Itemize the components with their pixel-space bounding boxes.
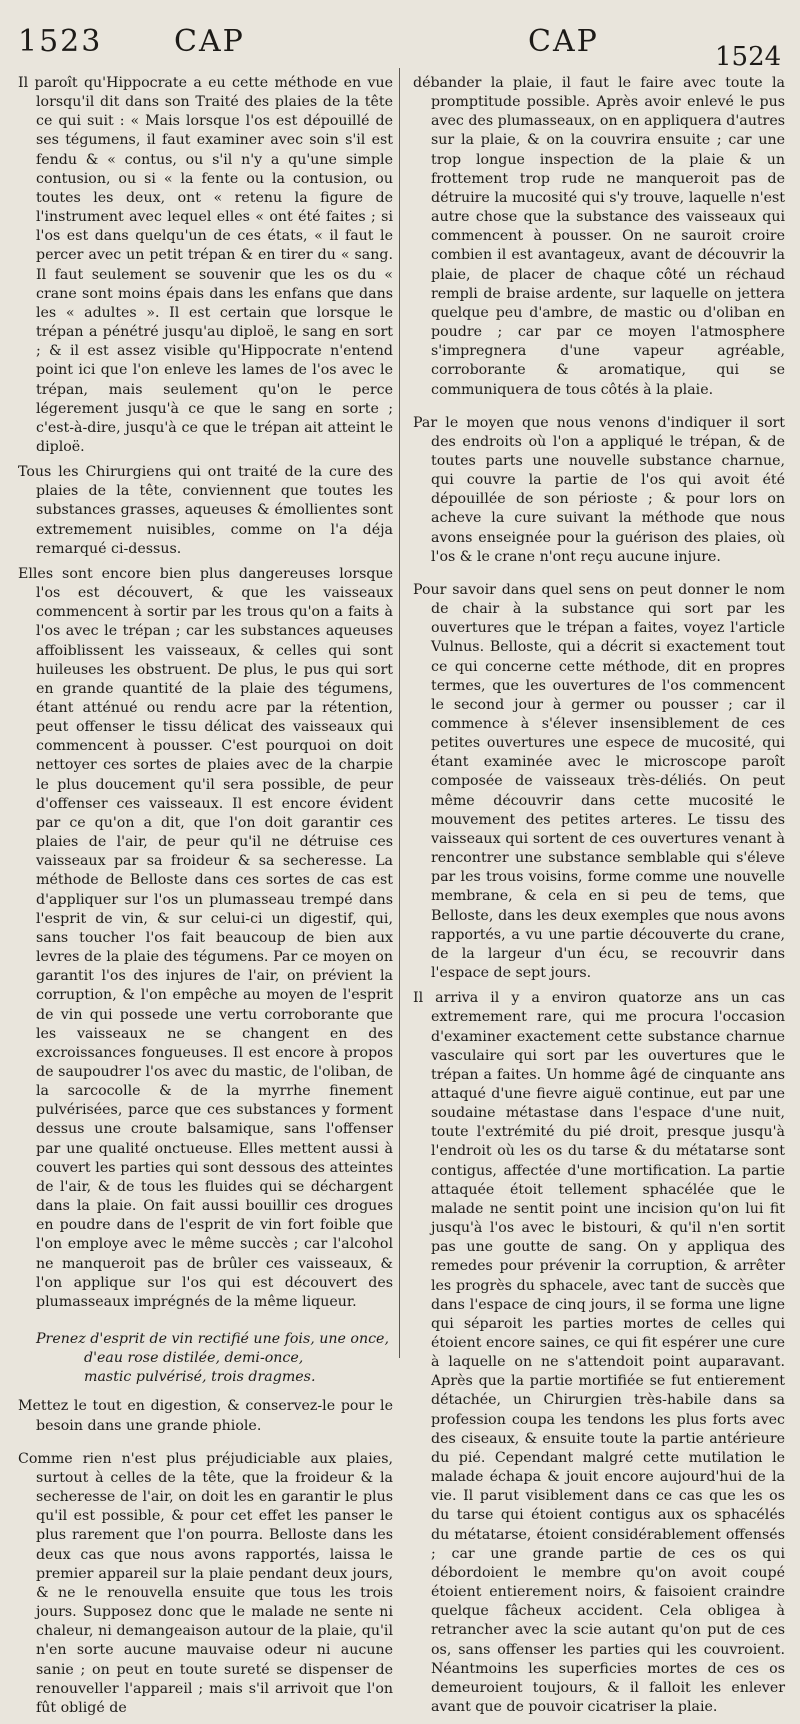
recipe-line: mastic pulvérisé, trois dragmes. bbox=[84, 1369, 316, 1386]
paragraph: Par le moyen que nous venons d'indiquer il sort des endroits où l'on a appliqué le trépan, & de toutes parts une nouvelle substance charnue, qui couvre la partie de l'os qui avoit été dépouillée de son périoste ; & pour lors on acheve la cure suivant la méthode que nous avons enseignée pour la guérison des plaies, où l'os & le crane n'ont reçu aucune injure. bbox=[413, 414, 785, 565]
right-text-column bbox=[413, 74, 785, 1723]
paragraph: Elles sont encore bien plus dangereuses lorsque l'os est découvert, & que les vaisseaux commencent à sortir par les trous qu'on a faits à l'os avec le trépan ; car les substances aqueuses affoiblissent les vaisseaux, & celles qui sont huileuses les obstruent. De plus, le pus qui sort en grande quantité de la plaie des tégumens, étant atténué ou rendu acre par la rétention, peut offenser le tissu délicat des vaisseaux qui commencent à pousser. C'est pourquoi on doit nettoyer ces sortes de plaies avec de la charpie le plus doucement qu'il sera possible, de peur d'offenser ces vaisseaux. Il est encore évident par ce qu'on a dit, que l'on doit garantir ces plaies de l'air, de peur qu'il ne détruise ces vaisseaux par sa froideur & sa secheresse. La méthode de Belloste dans ces sortes de cas est d'appliquer sur l'os un plumasseau trempé dans l'esprit de vin, & sur celui-ci un digestif, qui, sans toucher l'os fait beaucoup de bien aux levres de la plaie des tégumens. Par ce moyen on garantit l'os des injures de l'air, on prévient la corruption, & l'on empêche au moyen de l'esprit de vin qui possede une vertu corroborante que les vaisseaux ne se changent en des excroissances fongueuses. Il est encore à propos de saupoudrer l'os avec du mastic, de l'oliban, de la sarcocolle & de la myrrhe finement pulvérisées, parce que ces substances y forment dessus une croute balsamique, sans l'offenser par une qualité onctueuse. Elles mettent aussi à couvert les parties qui sont dessous des atteintes de l'air, & de tous les fluides qui se déchargent dans la plaie. On fait aussi bouillir ces drogues en poudre dans de l'esprit de vin fort foible que l'on employe avec le même succès ; car l'alcohol ne manqueroit pas de brûler ces vaisseaux, & l'on applique sur l'os qui est découvert des plumasseaux imprégnés de la même liqueur. bbox=[18, 565, 393, 1310]
paragraph: Tous les Chirurgiens qui ont traité de la cure des plaies de la tête, conviennent que toutes les substances grasses, aqueuses & émollientes sont extremement nuisibles, comme on l'a déja remarqué ci-dessus. bbox=[18, 464, 393, 557]
recipe-block bbox=[18, 1330, 393, 1387]
recipe-line: Prenez d'esprit de vin rectifié une fois, une once, bbox=[36, 1331, 389, 1347]
column-divider bbox=[399, 68, 400, 1358]
right-page-number: 1524 bbox=[715, 42, 782, 72]
paragraph: Mettez le tout en digestion, & conservez-le pour le besoin dans une grande phiole. bbox=[18, 1398, 393, 1434]
paragraph: Comme rien n'est plus préjudiciable aux plaies, surtout à celles de la tête, que la froideur & la secheresse de l'air, on doit les en garantir le plus qu'il est possible, & pour cet effet les panser le plus rarement que l'on pourra. Belloste dans les deux cas que nous avons rapportés, laissa le premier appareil sur la plaie pendant deux jours, & ne le renouvella ensuite que tous les trois jours. Supposez donc que le malade ne sente ni chaleur, ni demangeaison autour de la plaie, qu'il n'en sorte aucune mauvaise odeur ni aucune sanie ; on peut en toute sureté se dispenser de renouveller l'appareil ; mais s'il arrivoit que l'on fût obligé de bbox=[18, 1450, 393, 1716]
paragraph: débander la plaie, il faut le faire avec toute la promptitude possible. Après avoir enlevé le pus avec des plumasseaux, on en appliquera d'autres sur la plaie, & on la couvrira ensuite ; car une trop longue inspection de la plaie & un frottement trop rude ne manqueroit pas de détruire la mucosité qui s'y trouve, laquelle n'est autre chose que la substance des vaisseaux qui commencent à pousser. On ne sauroit croire combien il est avantageux, avant de découvrir la plaie, de placer de chaque côté un réchaud rempli de braise ardente, sur laquelle on jettera quelque peu d'ambre, de mastic ou d'oliban en poudre ; car par ce moyen l'atmosphere s'impregnera d'une vapeur agréable, corroborante & aromatique, qui se communiquera de tous côtés à la plaie. bbox=[413, 75, 785, 398]
right-running-title: CAP bbox=[528, 24, 599, 59]
recipe-line: d'eau rose distilée, demi-once, bbox=[84, 1350, 304, 1367]
paragraph: Il arriva il y a environ quatorze ans un cas extremement rare, qui me procura l'occasion d'examiner exactement cette substance charnue vasculaire qui sort par les ouvertures que le trépan a faites. Un homme âgé de cinquante ans attaqué d'une fievre aiguë continue, eut par une soudaine métastase dans l'espace d'une nuit, toute l'extrémité du pié droit, presque jusqu'à l'endroit où les os du tarse & du métatarse sont contigus, affectée d'une mortification. La partie attaquée étoit tellement sphacélée que le malade ne sentit point une incision qu'on lui fit jusqu'à l'os avec le bistouri, & qu'il n'en sortit pas une goutte de sang. On y appliqua des remedes pour prévenir la corruption, & arrêter les progrès du sphacele, avec tant de succès que dans l'espace de cinq jours, il se forma une ligne qui séparoit les parties mortes de celles qui étoient encore saines, ce qui fit espérer une cure à laquelle on ne s'attendoit point auparavant. Après que la partie mortifiée se fut entierement détachée, un Chirurgien très-habile dans sa profession coupa les tendons les plus forts avec des ciseaux, & ensuite toute la partie antérieure du pié. Cependant malgré cette mutilation le malade échapa & jouit encore aujourd'hui de la vie. Il parut visiblement dans ce cas que les os du tarse qui étoient contigus aux os sphacélés du métatarse, étoient considérablement offensés ; car une grande partie de ces os qui débordoient le membre qu'on avoit coupé étoient entierement noirs, & faisoient craindre quelque fâcheux accident. Cela obligea à retrancher avec la scie autant qu'on put de ces os, sans offenser les parties qui les couvroient. Néantmoins les superficies mortes de ces os demeuroient toujours, & il falloit les enlever avant que de pouvoir cicatriser la plaie. bbox=[413, 990, 785, 1715]
paragraph: Il paroît qu'Hippocrate a eu cette méthode en vue lorsqu'il dit dans son Traité des plaies de la tête ce qui suit : « Mais lorsque l'os est dépouillé de ses tégumens, il faut examiner avec soin s'il est fendu & « contus, ou s'il n'y a qu'une simple contusion, ou si « la fente ou la contusion, ou toutes les deux, ont « retenu la figure de l'instrument avec lequel elles « ont été faites ; si l'os est dans quelqu'un de ces états, « il faut le percer avec un petit trépan & en tirer du « sang. Il faut seulement se souvenir que les os du « crane sont moins épais dans les enfans que dans les « adultes ». Il est certain que lorsque le trépan a pénétré jusqu'au diploë, le sang en sort ; & il est assez visible qu'Hippocrate n'entend point ici que l'on enleve les lames de l'os avec le trépan, mais seulement qu'on le perce légerement jusqu'à ce que le sang en sorte ; c'est-à-dire, jusqu'à ce que le trépan ait atteint le diploë. bbox=[18, 75, 393, 455]
left-page-number: 1523 bbox=[18, 24, 103, 59]
left-text-column bbox=[18, 74, 393, 1724]
left-running-title: CAP bbox=[174, 24, 245, 59]
paragraph: Pour savoir dans quel sens on peut donner le nom de chair à la substance qui sort par les ouvertures que le trépan a faites, voyez l'article Vulnus. Belloste, qui a décrit si exactement tout ce qui concerne cette méthode, dit en propres termes, que les ouvertures de l'os commencent le second jour à germer ou pousser ; car il commence à s'élever insensiblement de ces petites ouvertures une espece de mucosité, qui étant examinée avec le microscope paroît composée de vaisseaux très-déliés. On peut même découvrir dans cette mucosité le mouvement des petites arteres. Le tissu des vaisseaux qui sortent de ces ouvertures venant à rencontrer une substance semblable qui s'éleve par les trous voisins, forme comme une nouvelle membrane, & cela en si peu de tems, que Belloste, dans les deux exemples que nous avons rapportés, a vu une partie découverte du crane, de la largeur d'un écu, se recouvrir dans l'espace de sept jours. bbox=[413, 581, 785, 982]
